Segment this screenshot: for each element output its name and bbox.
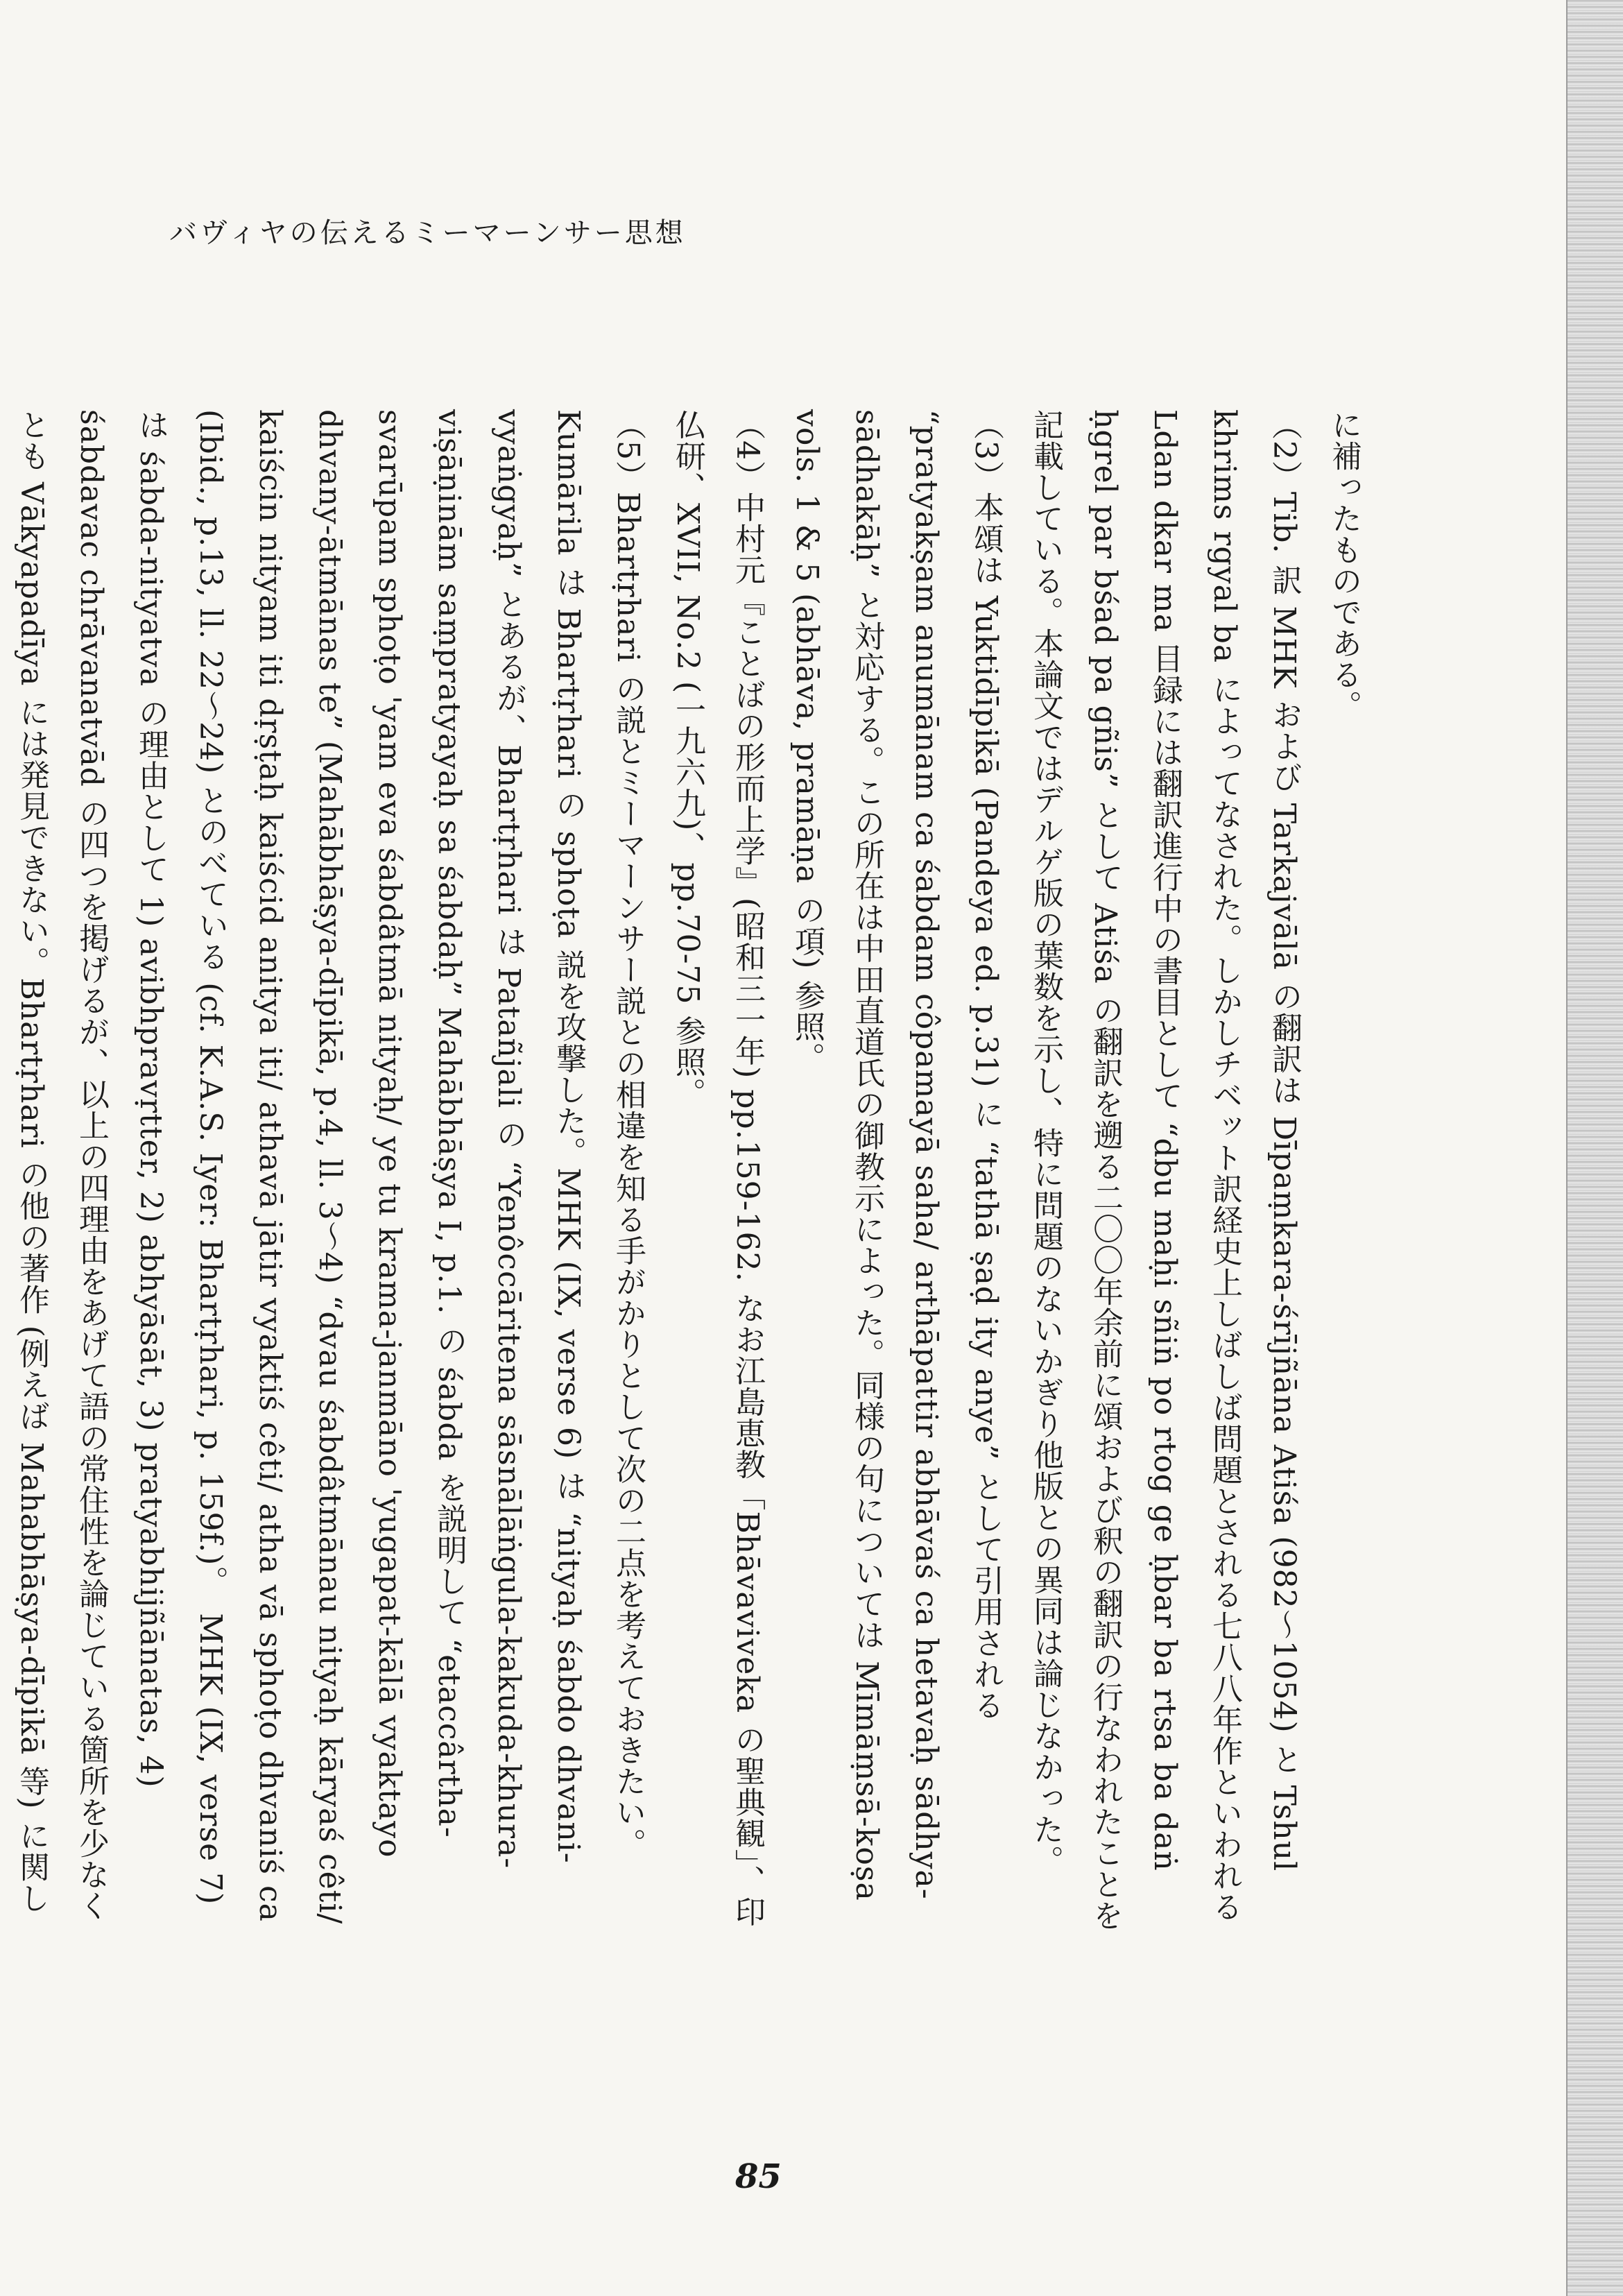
note-text: 本頌は Yuktidīpikā (Pandeya ed. p.31) に “tathā ṣaḍ ity anye” として引用される “pratyakṣam anumānam ca śabdam côpamayā saha/ arthāpattir abhāvaś ca hetavaḥ sādhya-sādhakāḥ” と対応する。この所在は中田直道氏の御教示によった。同様の句については Mīmāṃsā-koṣa vols. 1 & 5 (abhāva, pramāṇa の項) 参照。 — [789, 409, 1004, 1901]
note-text: Bhartṛhari の説とミーマーンサー説との相違を知る手がかりとして次の二点を考えておきたい。Kumārila は Bhartṛhari の sphoṭa 説を攻撃した。MHK (IX, verse 6) は “nityaḥ śabdo dhvani-vyaṅgyaḥ” とあるが、Bhartṛhari は Patañjali の “Yenôccāritena sāsnālāṅgula-kakuda-khura-viṣāṇinām saṃpratyayaḥ sa śabdaḥ” Mahābhāṣya I, p.1. の śabda を説明して “etaccârtha-svarūpam sphoṭo 'yam eva śabdâtmā nityaḥ/ ye tu krama-janmāno 'yugapat-kālā vyaktayo dhvany-ātmānas te” (Mahābhāṣya-dīpikā, p.4, ll. 3～4) “dvau śabdâtmānau nityaḥ kāryaś cêti/ kaiścin nityam iti dṛṣṭaḥ kaiścid anitya iti/ athavā jātir vyaktiś cêti/ atha vā sphoṭo dhvaniś ca (Ibid., p.13, ll. 22～24) とのべている (cf. K.A.S. Iyer: Bhartṛhari, p. 159f.)。 MHK (IX, verse 7) は śabda-nityatva の理由として 1) avibhpravṛtter, 2) abhyāsāt, 3) pratyabhijñānatas, 4) śabdavac chrāvanatvād の四つを掲げるが、以上の四理由をあげて語の常住性を論じている箇所を少なくとも Vākyapadīya には発見できない。Bhartṛhari の他の著作 (例えば Mahabhāṣya-dīpikā 等) に関し — [14, 409, 646, 1925]
scan-binding-edge — [1566, 0, 1623, 2296]
note-text: 中村元『ことばの形而上学』(昭和三一年) pp.159-162. なお江島恵教「Bhāvaviveka の聖典観」、印仏研、XVII, No.2 (一九六九)、pp.70-75 参照。 — [670, 409, 765, 1928]
note-text: Tib. 訳 MHK および Tarkajvālā の翻訳は Dīpaṃkara-śrījñāna Atiśa (982～1054) と Tshul khrims rgyal ba によってなされた。しかしチベット訳経史上しばしば問題とされる七八八年作といわれる Ldan dkar ma 目録には翻訳進行中の書目として “dbu maḥi sñiṅ po rtog ge ḥbar ba rtsa ba daṅ ḥgrel par bśad pa gñis” として Atiśa の翻訳を遡る二〇〇年余前に頌および釈の翻訳の行なわれたことを記載している。本論文ではデルゲ版の葉数を示し、特に問題のないかぎり他版との異同は論じなかった。 — [1028, 409, 1302, 1931]
note-3 — [777, 409, 1015, 1935]
note-number: （5） — [610, 409, 646, 492]
page-number: 85 — [735, 2157, 782, 2196]
note-continuation: に補ったものである。 — [1326, 409, 1362, 721]
note-number: （3） — [968, 409, 1004, 492]
running-head: バヴィヤの伝えるミーマーンサー思想 — [169, 217, 686, 249]
note-number: （2） — [1266, 409, 1302, 492]
note-5 — [0, 409, 658, 1935]
note-2 — [1015, 409, 1314, 1935]
footnotes-column-block — [14, 409, 1373, 1935]
note-4 — [658, 409, 777, 1935]
note-number: （4） — [730, 409, 765, 492]
